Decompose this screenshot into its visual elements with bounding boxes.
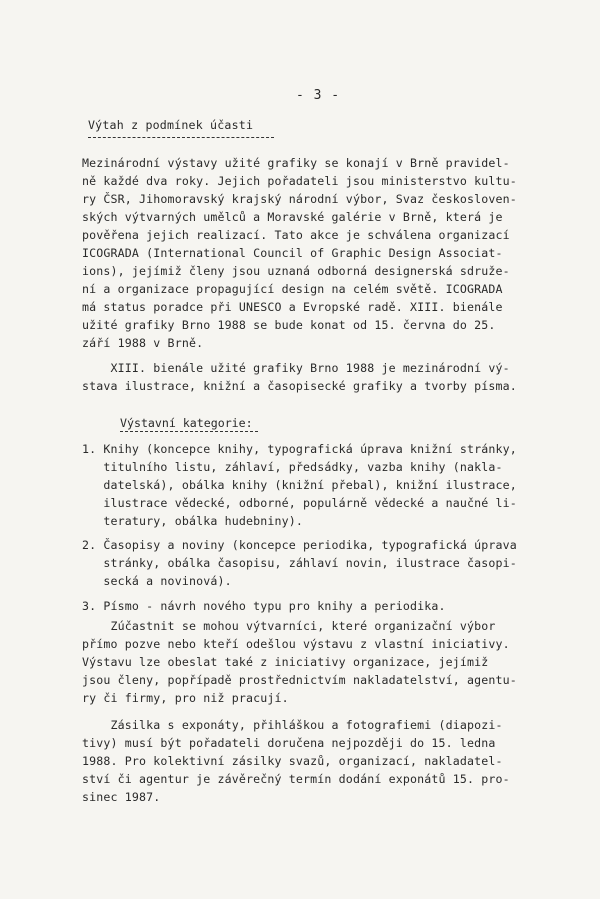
text-line: sinec 1987. (82, 790, 161, 804)
text-line: tivy) musí být pořadateli doručena nejpozději do 15. ledna (82, 736, 496, 750)
list-item-line: 1. Knihy (koncepce knihy, typografická úprava knižní stránky, (82, 442, 517, 456)
list-item-line: teratury, obálka hudebniny). (82, 514, 304, 528)
text-line: ství či agentur je závěrečný termín dodání exponátů 15. pro- (82, 772, 510, 786)
text-line: jsou členy, popřípadě prostřednictvím nakladatelství, agentu- (82, 673, 517, 687)
list-item-line: 2. Časopisy a noviny (koncepce periodika, typografická úprava (82, 538, 517, 552)
page-number: - 3 - (296, 88, 341, 103)
text-line: užité grafiky Brno 1988 se bude konat od 15. června do 25. (82, 318, 496, 332)
text-line: září 1988 v Brně. (82, 336, 204, 350)
text-line: ní a organizace propagující design na celém světě. ICOGRADA (82, 282, 503, 296)
text-line: přímo pozve nebo kteří odešlou výstavu z vlastní iniciativy. (82, 637, 510, 651)
subheading-text: Výstavní kategorie: (120, 416, 253, 430)
text-line: Výstavu lze obeslat také z iniciativy organizace, jejímiž (82, 655, 489, 669)
text-line: ICOGRADA (International Council of Graphic Design Associat- (82, 246, 503, 260)
text-line: ions), jejímiž členy jsou uznaná odborná designerská sdruže- (82, 264, 510, 278)
list-item-line: ilustrace vědecké, odborné, populárně vědecké a naučné li- (82, 496, 517, 510)
text-line: ry ČSR, Jihomoravský krajský národní výbor, Svaz českosloven- (82, 192, 517, 206)
text-line: ně každé dva roky. Jejich pořadateli jsou ministerstvo kultu- (82, 174, 517, 188)
text-line: XIII. bienále užité grafiky Brno 1988 je mezinárodní vý- (82, 361, 510, 375)
heading-underline (88, 137, 274, 138)
categories-subheading (120, 416, 258, 432)
text-line: Zásilka s exponáty, přihláškou a fotografiemi (diapozi- (82, 718, 503, 732)
text-line: Mezinárodní výstavy užité grafiky se konají v Brně pravidel- (82, 156, 510, 170)
text-line: stava ilustrace, knižní a časopisecké grafiky a tvorby písma. (82, 379, 517, 393)
text-line: Zúčastnit se mohou výtvarníci, které organizační výbor (82, 619, 496, 633)
section-heading: Výtah z podmínek účasti (88, 118, 254, 132)
text-line: má status poradce při UNESCO a Evropské radě. XIII. bienále (82, 300, 503, 314)
text-line: 1988. Pro kolektivní zásilky svazů, organizací, nakladatel- (82, 754, 503, 768)
subheading-underline (120, 431, 258, 432)
list-item-line: datelská), obálka knihy (knižní přebal), knižní ilustrace, (82, 478, 517, 492)
text-line: ských výtvarných umělců a Moravské galérie v Brně, která je (82, 210, 503, 224)
text-line: pověřena jejich realizací. Tato akce je schválena organizací (82, 228, 510, 242)
list-item-line: 3. Písmo - návrh nového typu pro knihy a periodika. (82, 599, 446, 613)
text-line: ry či firmy, pro niž pracují. (82, 691, 289, 705)
list-item-line: stránky, obálka časopisu, záhlaví novin, ilustrace časopi- (82, 556, 517, 570)
list-item-line: titulního listu, záhlaví, předsádky, vazba knihy (nakla- (82, 460, 503, 474)
list-item-line: secká a novinová). (82, 574, 232, 588)
